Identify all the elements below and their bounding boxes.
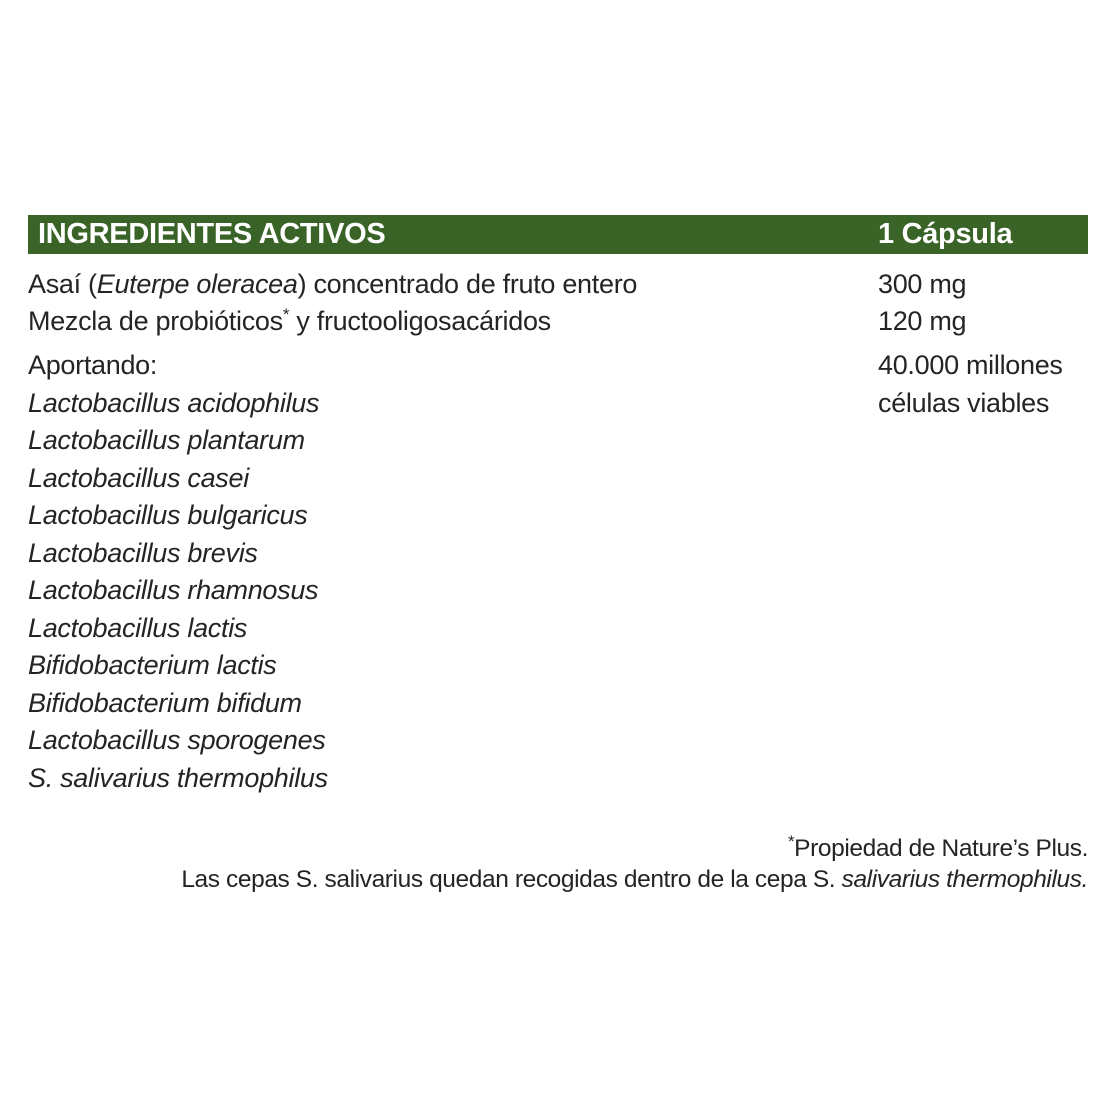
table-row xyxy=(28,266,1088,303)
aportando-section xyxy=(28,347,1088,797)
strain-item: Lactobacillus plantarum xyxy=(28,425,305,455)
strain-item: Lactobacillus sporogenes xyxy=(28,725,326,755)
footnote-asterisk: * xyxy=(282,305,290,324)
footnote-line2: Las cepas S. salivarius quedan recogidas dentro de la cepa S. salivarius thermophilus. xyxy=(181,866,1088,893)
aportando-amount-line1: 40.000 millones xyxy=(878,350,1063,380)
table-title: INGREDIENTES ACTIVOS xyxy=(38,218,386,250)
ingredient-name: Mezcla de probióticos* y fructooligosacáridos xyxy=(28,305,551,336)
strain-item: S. salivarius thermophilus xyxy=(28,762,328,793)
ingredient-name: Asaí (Euterpe oleracea) concentrado de fruto entero xyxy=(28,269,638,299)
ingredient-rows xyxy=(28,266,1088,340)
footnote-line1: *Propiedad de Nature’s Plus. xyxy=(787,831,1088,862)
strain-item: Lactobacillus bulgaricus xyxy=(28,500,308,530)
strain-item: Lactobacillus brevis xyxy=(28,537,258,568)
ingredient-amount: 120 mg xyxy=(878,306,967,336)
amount-column-header: 1 Cápsula xyxy=(878,218,1013,250)
strain-item: Lactobacillus casei xyxy=(28,462,249,493)
ingredients-table xyxy=(28,215,1088,895)
strain-item: Lactobacillus lactis xyxy=(28,612,248,643)
ingredient-amount: 300 mg xyxy=(878,269,967,299)
table-row xyxy=(28,303,1088,340)
aportando-amount-line2: células viables xyxy=(878,387,1050,418)
footnote xyxy=(28,833,1088,895)
strain-item: Bifidobacterium lactis xyxy=(28,650,277,680)
aportando-amount xyxy=(878,347,1063,422)
strain-item: Bifidobacterium bifidum xyxy=(28,687,302,718)
table-header-bar xyxy=(28,215,1088,254)
aportando-label: Aportando: xyxy=(28,350,158,380)
strain-item: Lactobacillus acidophilus xyxy=(28,387,320,418)
strain-item: Lactobacillus rhamnosus xyxy=(28,575,319,605)
footnote-asterisk: * xyxy=(787,831,795,851)
